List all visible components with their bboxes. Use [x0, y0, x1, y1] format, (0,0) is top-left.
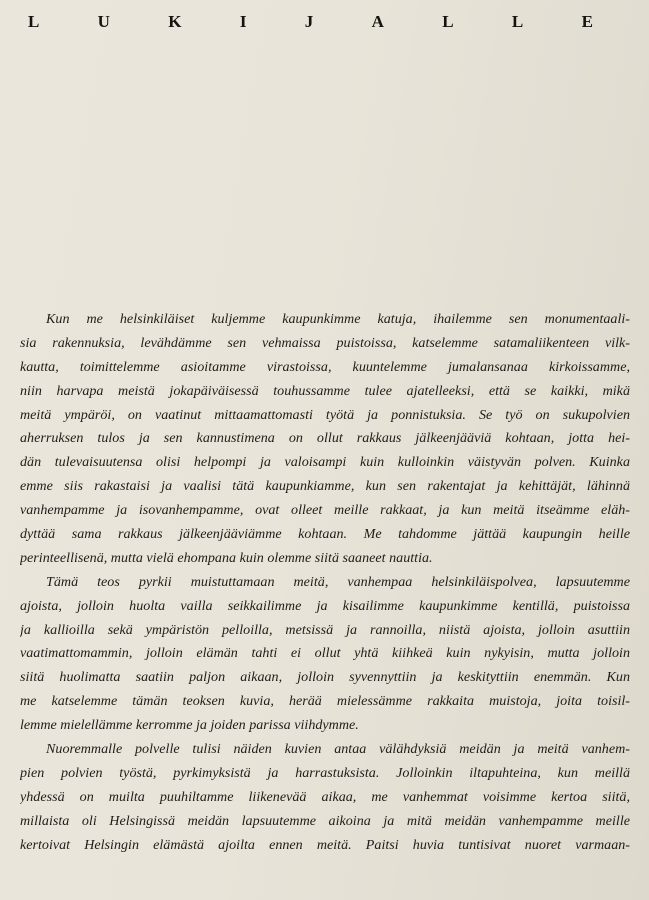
text-line: yhdessä on muilta puuhiltamme liikenevää aikaa, me vanhemmat voisimme kertoa siitä,: [20, 788, 630, 805]
text-line: ja kallioilla sekä ympäristön pelloilla, metsissä ja rannoilla, niistä ajoista, jolloin asuttiin: [20, 621, 630, 638]
body-text: [20, 308, 630, 857]
text-line: vaatimattomammin, jolloin elämän tahti ei ollut yhtä kiihkeä kuin nykyisin, mutta jolloin: [20, 645, 630, 662]
heading-letter: E: [581, 12, 593, 31]
paragraph-1: [20, 308, 630, 571]
text-line: lemme mielellämme kerromme ja joiden parissa viihdymme.: [20, 717, 359, 734]
text-line: meitä ympäröi, on vaatinut mittaamattomasti työtä ja ponnistuksia. Se työ on sukupolvien: [20, 406, 630, 423]
text-line: vanhempamme ja isovanhempamme, ovat olleet meille rakkaat, ja kun meitä itseämme eläh-: [20, 502, 630, 519]
heading-letter: A: [371, 12, 384, 31]
text-line: Tämä teos pyrkii muistuttamaan meitä, vanhempaa helsinkiläispolvea, lapsuutemme: [46, 573, 630, 590]
text-line: kautta, toimittelemme asioitamme virastoissa, kuuntelemme jumalansanaa kirkoissamme,: [20, 358, 630, 375]
text-line: emme siis rakastaisi ja vaalisi tätä kaupunkiamme, kun sen rakentajat ja kehittäjät, lähinnä: [20, 478, 630, 495]
heading-letter: J: [304, 12, 314, 31]
heading-letter: K: [168, 12, 182, 31]
paragraph-3: [20, 738, 630, 857]
text-line: pien polvien työstä, pyrkimyksistä ja harrastuksista. Jolloinkin iltapuhteina, kun meillä: [20, 764, 630, 781]
heading-letter: L: [511, 12, 524, 31]
text-line: kertoivat Helsingin elämästä ajoilta ennen meitä. Paitsi huvia tuntisivat nuoret varmaan-: [20, 836, 630, 853]
text-line: millaista oli Helsingissä meidän lapsuutemme aikoina ja mitä meidän vanhempamme meille: [20, 812, 630, 829]
text-line: me katselemme tämän teoksen kuvia, herää mielessämme rakkaita muistoja, joita toisil-: [20, 693, 630, 710]
heading-letter: L: [28, 12, 40, 31]
heading-letter: L: [442, 12, 454, 31]
text-line: niin harvapa meistä jokapäiväisessä touhussamme tulee ajatelleeksi, että se kaikki, mikä: [20, 382, 630, 399]
paragraph-2: [20, 571, 630, 738]
text-line: sia rakennuksia, levähdämme sen vehmaissa puistoissa, katselemme satamaliikenteen vilk-: [20, 334, 630, 351]
text-line: aherruksen tulos ja sen kannustimena on ollut rakkaus jälkeenjääviä kohtaan, jotta hei-: [20, 430, 630, 447]
heading-letter: U: [97, 12, 110, 31]
text-line: siitä huolimatta saatiin paljon aikaan, jolloin syvennyttiin ja keskityttiin enemmän. Kun: [20, 669, 630, 686]
heading-letter: I: [239, 12, 247, 31]
text-line: perinteellisenä, mutta vielä ehompana kuin olemme siitä saaneet nauttia.: [20, 549, 433, 566]
text-line: dyttää sama rakkaus jälkeenjääviämme kohtaan. Me tahdomme jättää kaupungin heille: [20, 526, 630, 543]
text-line: dän tulevaisuutensa olisi helpompi ja valoisampi kuin kulloinkin väistyvän polven. Kuinka: [20, 454, 630, 471]
text-line: ajoista, jolloin huolta vailla seikkailimme ja kisailimme kaupunkimme kentillä, puistoissa: [20, 597, 630, 614]
page-heading: [28, 12, 593, 32]
text-line: Kun me helsinkiläiset kuljemme kaupunkimme katuja, ihailemme sen monumentaali-: [46, 311, 630, 327]
text-line: Nuoremmalle polvelle tulisi näiden kuvien antaa välähdyksiä meidän ja meitä vanhem-: [46, 741, 630, 758]
